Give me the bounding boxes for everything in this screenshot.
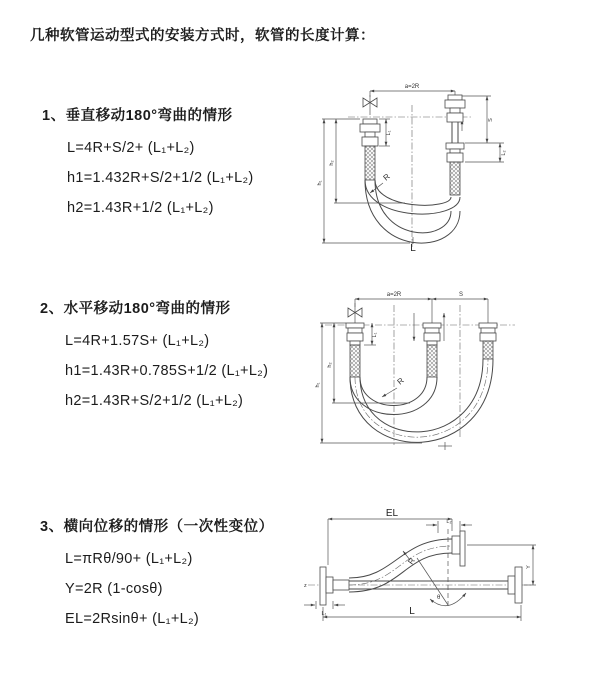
radius-label: R — [406, 556, 417, 567]
diagram-vertical-180-bend — [310, 75, 520, 255]
dim-a2r — [370, 84, 455, 97]
angle-label: θ — [437, 595, 441, 601]
dim-label-l1: L₁ — [386, 130, 392, 136]
formula-length: L=4R+S/2+ (L₁+L₂) — [67, 140, 195, 156]
dim-label-l2: L₂ — [446, 519, 452, 525]
dim-label-el: EL — [385, 508, 399, 519]
right-fitting — [479, 323, 497, 359]
dim-h2 — [327, 323, 410, 403]
radius-label: R — [381, 171, 392, 183]
dim-l-bottom — [323, 605, 521, 621]
formula-h2: h2=1.43R+S/2+1/2 (L₁+L₂) — [65, 393, 244, 409]
dim-label-l: L — [410, 243, 416, 254]
dim-label-h2: h₂ — [329, 160, 335, 166]
formula-h2: h2=1.43R+1/2 (L₁+L₂) — [67, 200, 214, 216]
section-3-heading: 3、横向位移的情形（一次性变位） — [40, 519, 274, 535]
dim-h1 — [315, 323, 422, 443]
bottom-tick — [438, 442, 452, 450]
formula-h1: h1=1.43R+0.785S+1/2 (L₁+L₂) — [65, 363, 269, 379]
dim-label-h1: h₁ — [315, 382, 321, 388]
diagram-horizontal-180-bend — [310, 285, 535, 455]
dim-label-h1: h₁ — [317, 180, 323, 186]
dim-label-l2: L₂ — [501, 150, 507, 156]
dim-l-bottom — [410, 237, 416, 254]
formula-length: L=4R+1.57S+ (L₁+L₂) — [65, 333, 210, 349]
radius-construction — [403, 529, 448, 608]
left-flange — [320, 567, 349, 605]
dim-label-s: S — [458, 292, 464, 298]
dim-label-a2r: a=2R — [386, 292, 402, 298]
formula-el: EL=2Rsinθ+ (L₁+L₂) — [65, 611, 200, 627]
formula-h1: h1=1.432R+S/2+1/2 (L₁+L₂) — [67, 170, 254, 186]
dim-l1 — [364, 323, 378, 345]
page-title: 几种软管运动型式的安装方式时，软管的长度计算： — [30, 28, 375, 44]
dim-label-a2r: a=2R — [404, 84, 420, 90]
right-fitting-upper — [445, 95, 465, 143]
hose-s-curve — [349, 539, 452, 592]
formula-length: L=πRθ/90+ (L₁+L₂) — [65, 551, 193, 567]
formula-y: Y=2R (1-cosθ) — [65, 581, 163, 597]
dim-s — [432, 292, 488, 299]
dim-label-l: L — [409, 606, 415, 617]
dim-a2r — [355, 292, 432, 299]
dim-label-l1: L₁ — [321, 611, 327, 617]
axis-mark-label: z — [304, 583, 307, 589]
diagram-lateral-displacement — [300, 505, 540, 640]
hose-curves — [350, 359, 493, 442]
dim-label-s: S — [488, 118, 494, 122]
section-1-formulas — [67, 133, 254, 223]
section-2-formulas — [65, 326, 268, 416]
dim-y — [467, 545, 536, 585]
section-1-heading: 1、垂直移动180°弯曲的情形 — [42, 108, 233, 124]
dim-label-h2: h₂ — [327, 362, 333, 368]
hose-curves — [365, 180, 460, 243]
dim-l1 — [379, 119, 392, 146]
right-lower-flange — [508, 567, 522, 603]
left-fitting — [360, 119, 380, 180]
middle-fitting — [423, 323, 441, 377]
section-1 — [42, 104, 254, 223]
dim-s — [462, 96, 504, 143]
section-3 — [40, 515, 274, 634]
section-2 — [40, 297, 268, 416]
section-3-formulas — [65, 544, 274, 634]
dim-label-l1: L₁ — [372, 332, 378, 338]
left-fitting — [346, 323, 364, 377]
dim-l2 — [465, 143, 507, 162]
right-fitting-lower — [446, 143, 464, 195]
right-upper-flange — [452, 531, 465, 566]
dim-el — [328, 508, 452, 565]
section-2-heading: 2、水平移动180°弯曲的情形 — [40, 301, 231, 317]
valve-icon — [363, 95, 377, 115]
radius-label: R — [395, 375, 406, 387]
dim-label-y: Y — [526, 565, 532, 569]
valve-icon — [348, 303, 362, 323]
